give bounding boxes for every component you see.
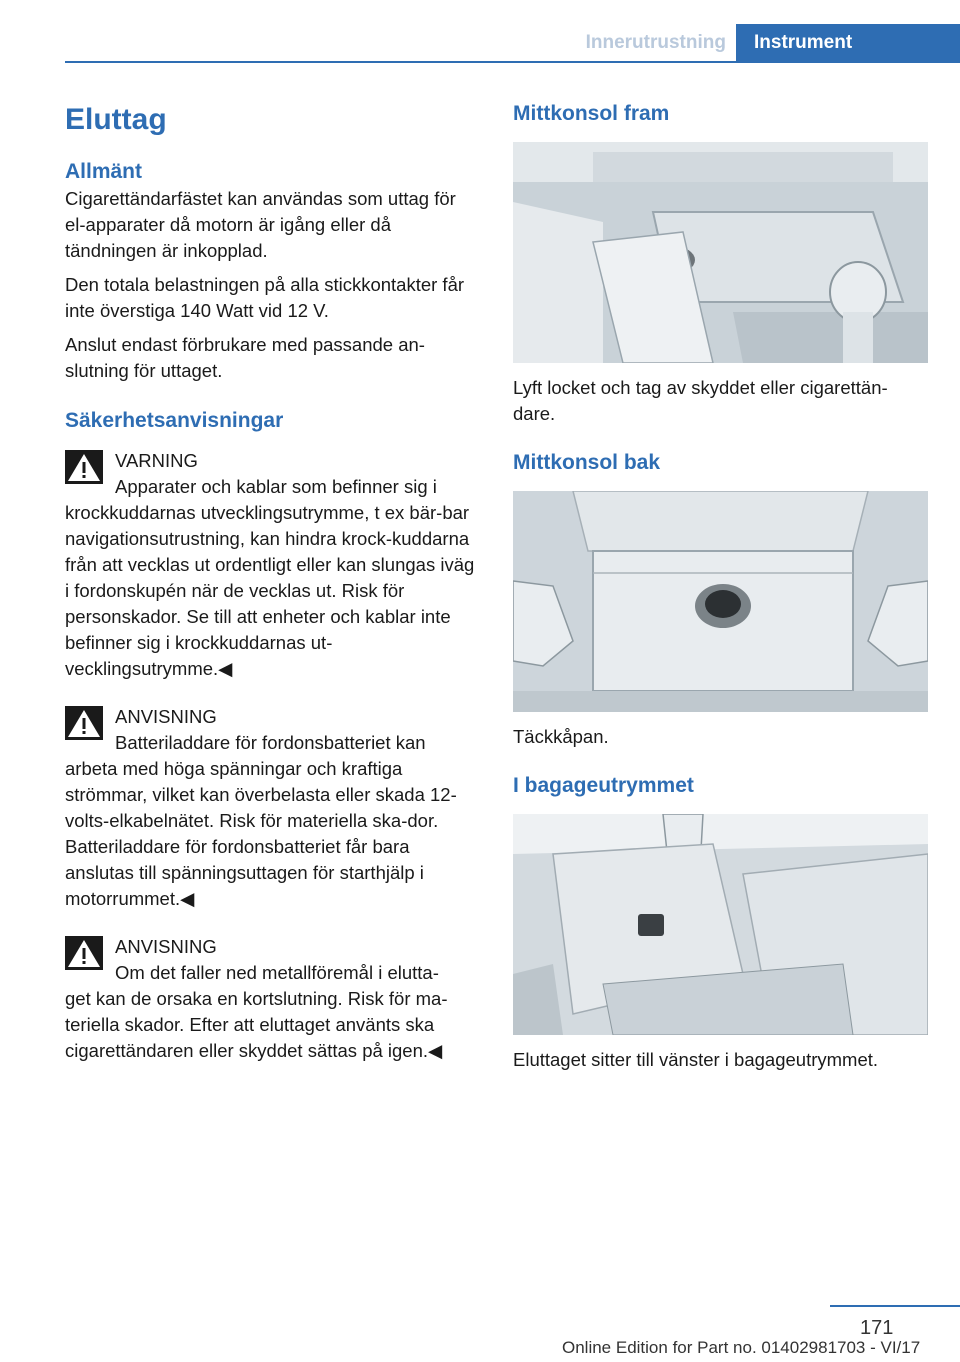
warning-2 <box>65 704 480 912</box>
rear-console-text: Täckkåpan. <box>513 726 609 747</box>
front-console-text: Lyft locket och tag av skyddet eller cigarettän-dare. <box>513 377 888 424</box>
left-column <box>65 100 480 1064</box>
front-console-image <box>513 142 928 363</box>
warning-3-first-line: Om det faller ned metallföremål i elutta- <box>115 962 439 983</box>
header-rule <box>65 61 960 63</box>
trunk-text: Eluttaget sitter till vänster i bagageutrymmet. <box>513 1049 879 1070</box>
trunk-heading: I bagageutrymmet <box>513 774 694 797</box>
warning-1 <box>65 448 480 682</box>
warning-3-body <box>65 986 480 1064</box>
warning-3-text: get kan de orsaka en kortslutning. Risk för ma-teriella skador. Efter att eluttaget använts ska cigarettändaren eller skyddet sättas på igen.◀ <box>65 988 448 1061</box>
warning-3 <box>65 934 480 1064</box>
warning-1-text: krockkuddarnas utvecklingsutrymme, t ex bär-bar navigationsutrustning, kan hindra krock-kuddarna från att vecklas ut ordentligt eller kan slungas iväg i fordonskupén när de vecklas ut. Risk för personskador. Se till att enheter och kablar inte befinner sig i krockkuddarnas ut-vecklingsutrymme.◀ <box>65 502 475 679</box>
warning-triangle-icon <box>65 706 103 740</box>
rear-console-image <box>513 491 928 712</box>
trunk-image <box>513 814 928 1035</box>
page-title: Eluttag <box>65 103 167 136</box>
right-column <box>513 100 928 1073</box>
warning-1-body <box>65 500 480 682</box>
warning-1-title: VARNING <box>115 450 198 471</box>
warning-2-title: ANVISNING <box>115 706 217 727</box>
header-chapter: Instrument <box>736 24 960 62</box>
warning-triangle-icon <box>65 450 103 484</box>
front-console-heading: Mittkonsol fram <box>513 102 670 125</box>
paragraph-2: Den totala belastningen på alla stickkontakter får inte överstiga 140 Watt vid 12 V. <box>65 274 465 321</box>
safety-heading: Säkerhetsanvisningar <box>65 409 284 432</box>
paragraph-1: Cigarettändarfästet kan användas som uttag för el-apparater då motorn är igång eller då tändningen är inkopplad. <box>65 188 456 261</box>
rear-console-heading: Mittkonsol bak <box>513 451 661 474</box>
page-number: 171 <box>860 1317 894 1339</box>
warning-2-body <box>65 756 480 912</box>
warning-3-title: ANVISNING <box>115 936 217 957</box>
allmant-heading: Allmänt <box>65 160 143 183</box>
warning-triangle-icon <box>65 936 103 970</box>
warning-1-first-line: Apparater och kablar som befinner sig i <box>115 476 437 497</box>
paragraph-3: Anslut endast förbrukare med passande an-slutning för uttaget. <box>65 334 425 381</box>
footer-rule <box>830 1305 960 1307</box>
header-section: Innerutrustning <box>585 32 726 53</box>
edition-footer: Online Edition for Part no. 01402981703 - VI/17 <box>562 1338 921 1357</box>
warning-2-text: arbeta med höga spänningar och kraftiga strömmar, vilket kan överbelasta eller skada 12-volts-elkabelnätet. Risk för materiella ska-dor. Batteriladdare för fordonsbatteriet får bara anslutas till spänningsuttagen för starthjälp i motorrummet.◀ <box>65 758 457 909</box>
warning-2-first-line: Batteriladdare för fordonsbatteriet kan <box>115 732 426 753</box>
